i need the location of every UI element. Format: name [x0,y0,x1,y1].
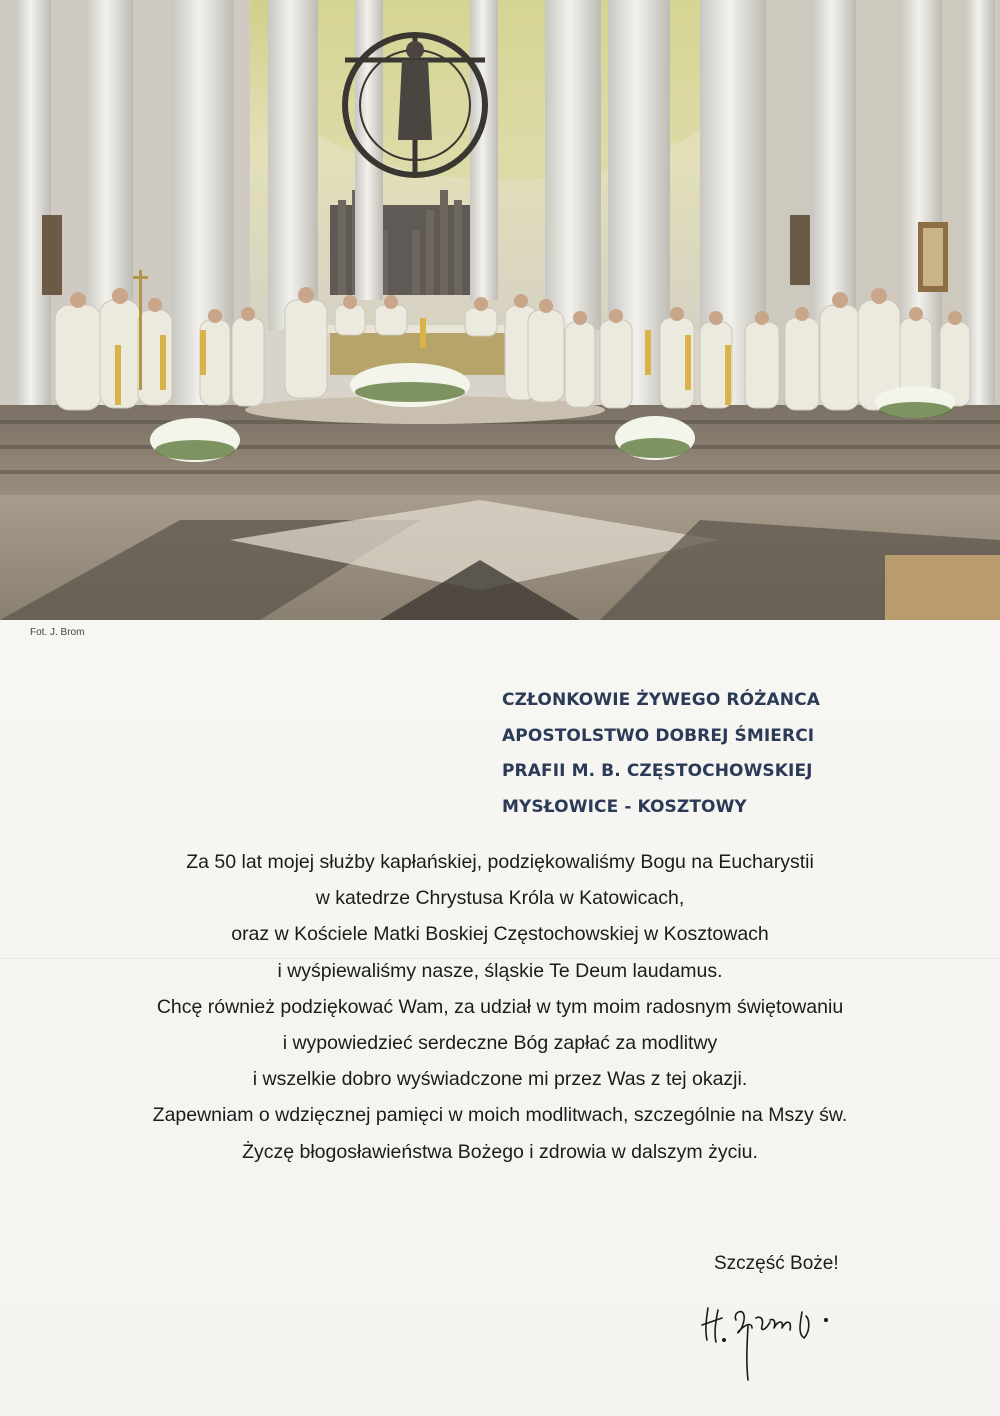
closing-greeting: Szczęść Boże! [714,1253,839,1274]
body-line: i wypowiedzieć serdeczne Bóg zapłać za modlitwy [282,1032,718,1055]
handwritten-signature [700,1290,850,1390]
addressee-block [502,683,820,825]
letter-body [0,844,1000,1170]
body-line: Zapewniam o wdzięcznej pamięci w moich modlitwach, szczególnie na Mszy św. [152,1104,848,1127]
body-line: Życzę błogosławieństwa Bożego i zdrowia w dalszym życiu. [242,1140,758,1163]
body-line: i wszelkie dobro wyświadczone mi przez Was z tej okazji. [252,1068,748,1091]
photo-caption: Fot. J. Brom [30,627,85,638]
addressee-line: PRAFII M. B. CZĘSTOCHOWSKIEJ [502,761,813,781]
addressee-line: APOSTOLSTWO DOBREJ ŚMIERCI [502,725,815,746]
body-line: Chcę również podziękować Wam, za udział w tym moim radosnym świętowaniu [156,995,844,1018]
addressee-line: MYSŁOWICE - KOSZTOWY [502,796,747,817]
body-line: w katedrze Chrystusa Króla w Katowicach, [315,887,685,910]
body-line: oraz w Kościele Matki Boskiej Częstochowskiej w Kosztowach [231,923,769,946]
body-line: Za 50 lat mojej służby kapłańskiej, podziękowaliśmy Bogu na Eucharystii [186,851,814,873]
paper-fold [0,958,1000,959]
addressee-line: CZŁONKOWIE ŻYWEGO RÓŻANCA [502,690,820,710]
cathedral-photo [0,0,1000,620]
body-line: i wyśpiewaliśmy nasze, śląskie Te Deum laudamus. [277,959,723,982]
